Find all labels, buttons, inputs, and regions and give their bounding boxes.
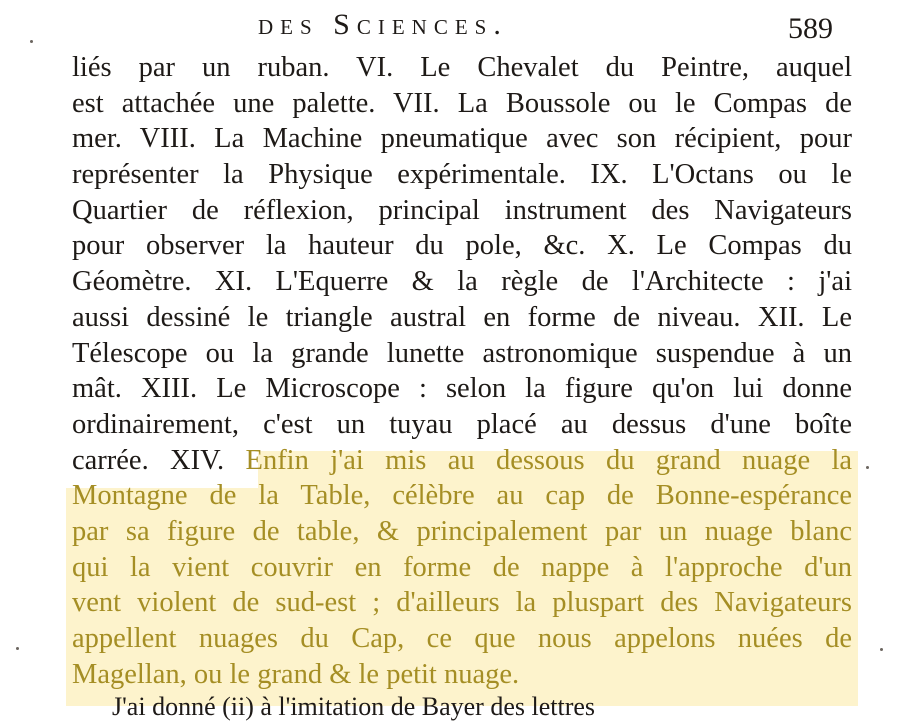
highlighted-text-line[interactable]: Montagne de la Table, célèbre au cap de Bonne-espérance — [72, 480, 852, 512]
paper-speck — [880, 648, 883, 651]
highlighted-text-line[interactable]: par sa figure de table, & principalement par un nuage blanc — [72, 515, 852, 547]
paper-speck — [30, 40, 33, 43]
body-text — [72, 50, 852, 692]
text-line: aussi dessiné le triangle austral en forme de niveau. XII. Le — [72, 301, 852, 333]
text-line: ordinairement, c'est un tuyau placé au dessus d'une boîte — [72, 408, 852, 440]
page-header — [0, 4, 907, 48]
highlighted-text-segment[interactable]: Enfin j'ai mis au dessous du grand nuage la — [245, 444, 853, 476]
plain-text-segment: carrée. XIV. — [72, 444, 225, 476]
cut-off-next-line: J'ai donné (ii) à l'imitation de Bayer des lettres — [112, 692, 596, 721]
highlighted-text-line[interactable]: appellent nuages du Cap, ce que nous appelons nuées de — [72, 623, 852, 654]
text-line: Télescope ou la grande lunette astronomique suspendue à un — [72, 337, 852, 369]
highlighted-text-line[interactable]: vent violent de sud-est ; d'ailleurs la pluspart des Navigateurs — [72, 587, 852, 619]
text-line: Quartier de réflexion, principal instrument des Navigateurs — [72, 194, 852, 226]
text-line-mixed — [72, 443, 852, 479]
paper-speck — [16, 647, 19, 650]
text-line: mer. VIII. La Machine pneumatique avec son récipient, pour — [72, 123, 852, 155]
text-line: pour observer la hauteur du pole, &c. X. Le Compas du — [72, 230, 852, 262]
text-line: liés par un ruban. VI. Le Chevalet du Peintre, auquel — [72, 52, 852, 83]
text-line: mât. XIII. Le Microscope : selon la figure qu'on lui donne — [72, 373, 852, 405]
page-number: 589 — [788, 12, 833, 45]
text-line: représenter la Physique expérimentale. IX. L'Octans ou le — [72, 159, 852, 191]
text-line: est attachée une palette. VII. La Boussole ou le Compas de — [72, 87, 852, 119]
paper-speck — [866, 466, 869, 469]
highlighted-text-line[interactable]: Magellan, ou le grand & le petit nuage. — [72, 658, 520, 690]
text-line: Géomètre. XI. L'Equerre & la règle de l'Architecte : j'ai — [72, 266, 852, 298]
highlighted-text-line[interactable]: qui la vient couvrir en forme de nappe à l'approche d'un — [72, 551, 852, 583]
running-head: des Sciences. — [258, 8, 508, 41]
